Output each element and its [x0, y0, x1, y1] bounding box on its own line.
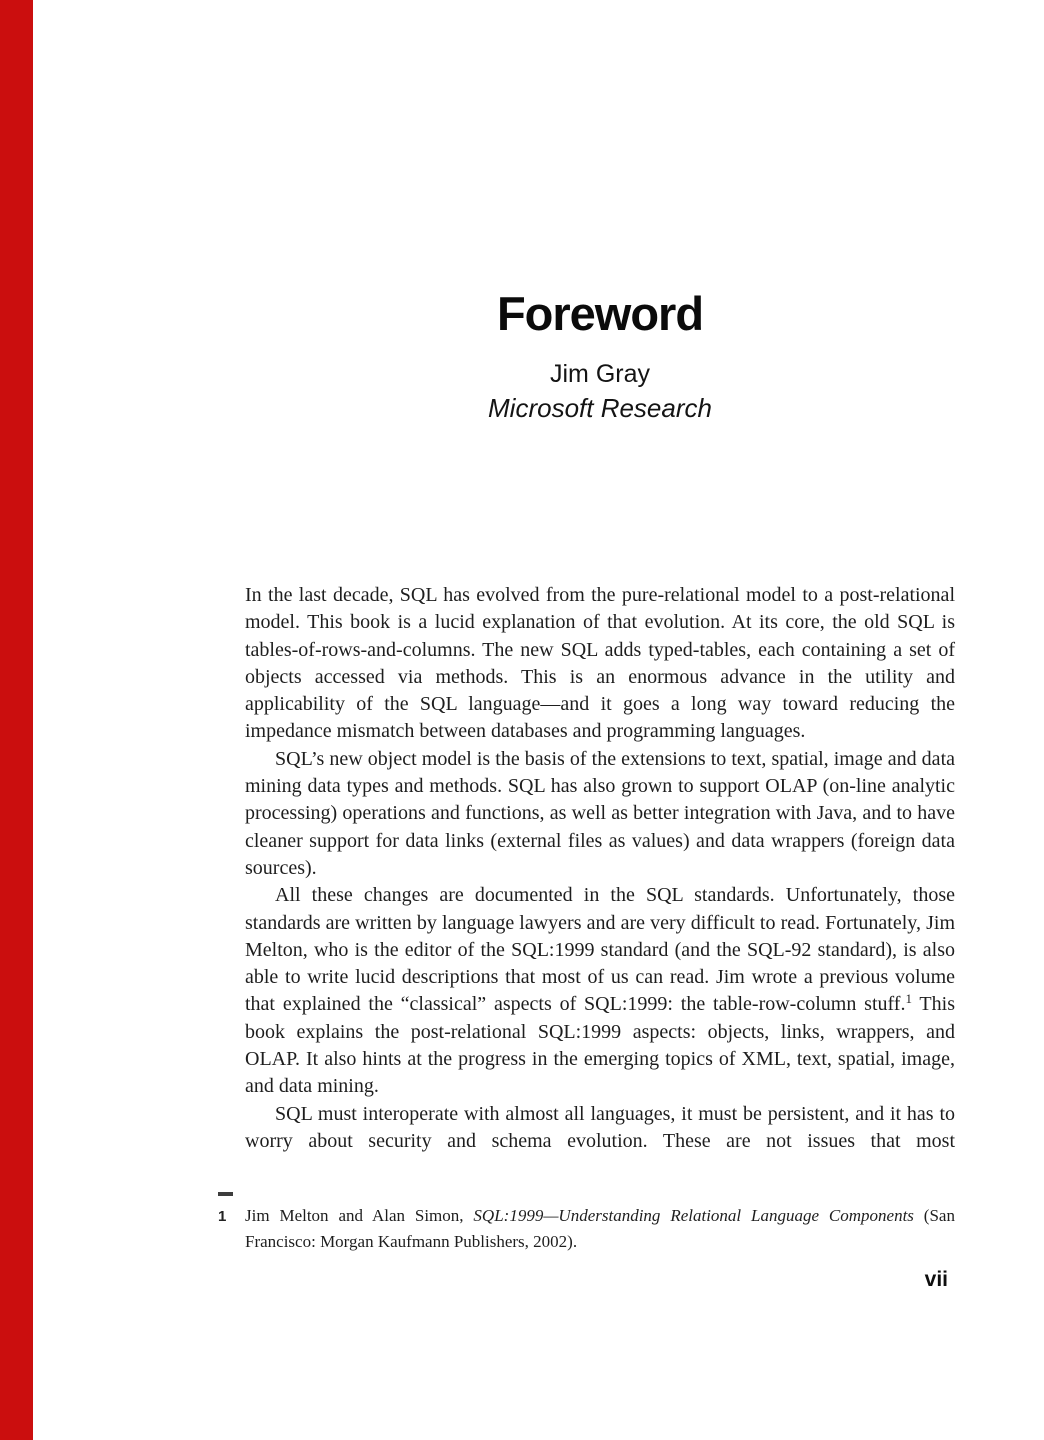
footnote-book-title: SQL:1999—Understanding Relational Language Components [473, 1206, 914, 1225]
paragraph-1: In the last decade, SQL has evolved from the pure-relational model to a post-relational model. This book is a lucid explanation of that evolution. At its core, the old SQL is tables-of-rows-and-columns. The new SQL adds typed-tables, each containing a set of objects accessed via methods. This is an enormous advance in the utility and applicability of the SQL language—and it goes a long way toward reducing the impedance mismatch between databases and programming languages. [245, 584, 955, 743]
author-affiliation: Microsoft Research [488, 393, 712, 423]
footnote-separator [218, 1192, 233, 1196]
footnote [218, 1203, 955, 1255]
paragraph-4: SQL must interoperate with almost all languages, it must be persistent, and it has to worry about security and schema evolution. These are not issues that most [245, 1102, 955, 1152]
page-number: vii [924, 1268, 948, 1291]
paragraph-3-continued: This book explains the post-relational SQL:1999 aspects: objects, links, wrappers, and OLAP. It also hints at the progress in the emerging topics of XML, text, spatial, image, and data mining. [245, 993, 955, 1098]
paragraph-3-text: All these changes are documented in the SQL standards. Unfortunately, those standards are written by language lawyers and are very difficult to read. Fortunately, Jim Melton, who is the editor of the SQL:1999 standard (and the SQL-92 standard), is also able to write lucid descriptions that most of us can read. Jim wrote a previous volume that explained the “classical” aspects of SQL:1999: the table-row-column stuff. [245, 884, 955, 1016]
author-name: Jim Gray [550, 360, 650, 388]
footnote-reference: 1 [905, 991, 912, 1007]
page-title: Foreword [496, 287, 704, 340]
paragraph-3 [245, 882, 955, 1100]
page-edge-stripe [0, 0, 33, 1440]
footnote-number: 1 [218, 1208, 227, 1225]
paragraph-2: SQL’s new object model is the basis of the extensions to text, spatial, image and data mining data types and methods. SQL has also grown to support OLAP (on-line analytic processing) operations and functions, as well as better integration with Java, and to have cleaner support for data links (external files as values) and data wrappers (foreign data sources). [245, 747, 955, 879]
footnote-citation-text: Jim Melton and Alan Simon, [245, 1206, 474, 1225]
footnote-citation-end: (San Francisco: Morgan Kaufmann Publishers, 2002). [245, 1206, 955, 1251]
foreword-body [245, 582, 955, 1155]
